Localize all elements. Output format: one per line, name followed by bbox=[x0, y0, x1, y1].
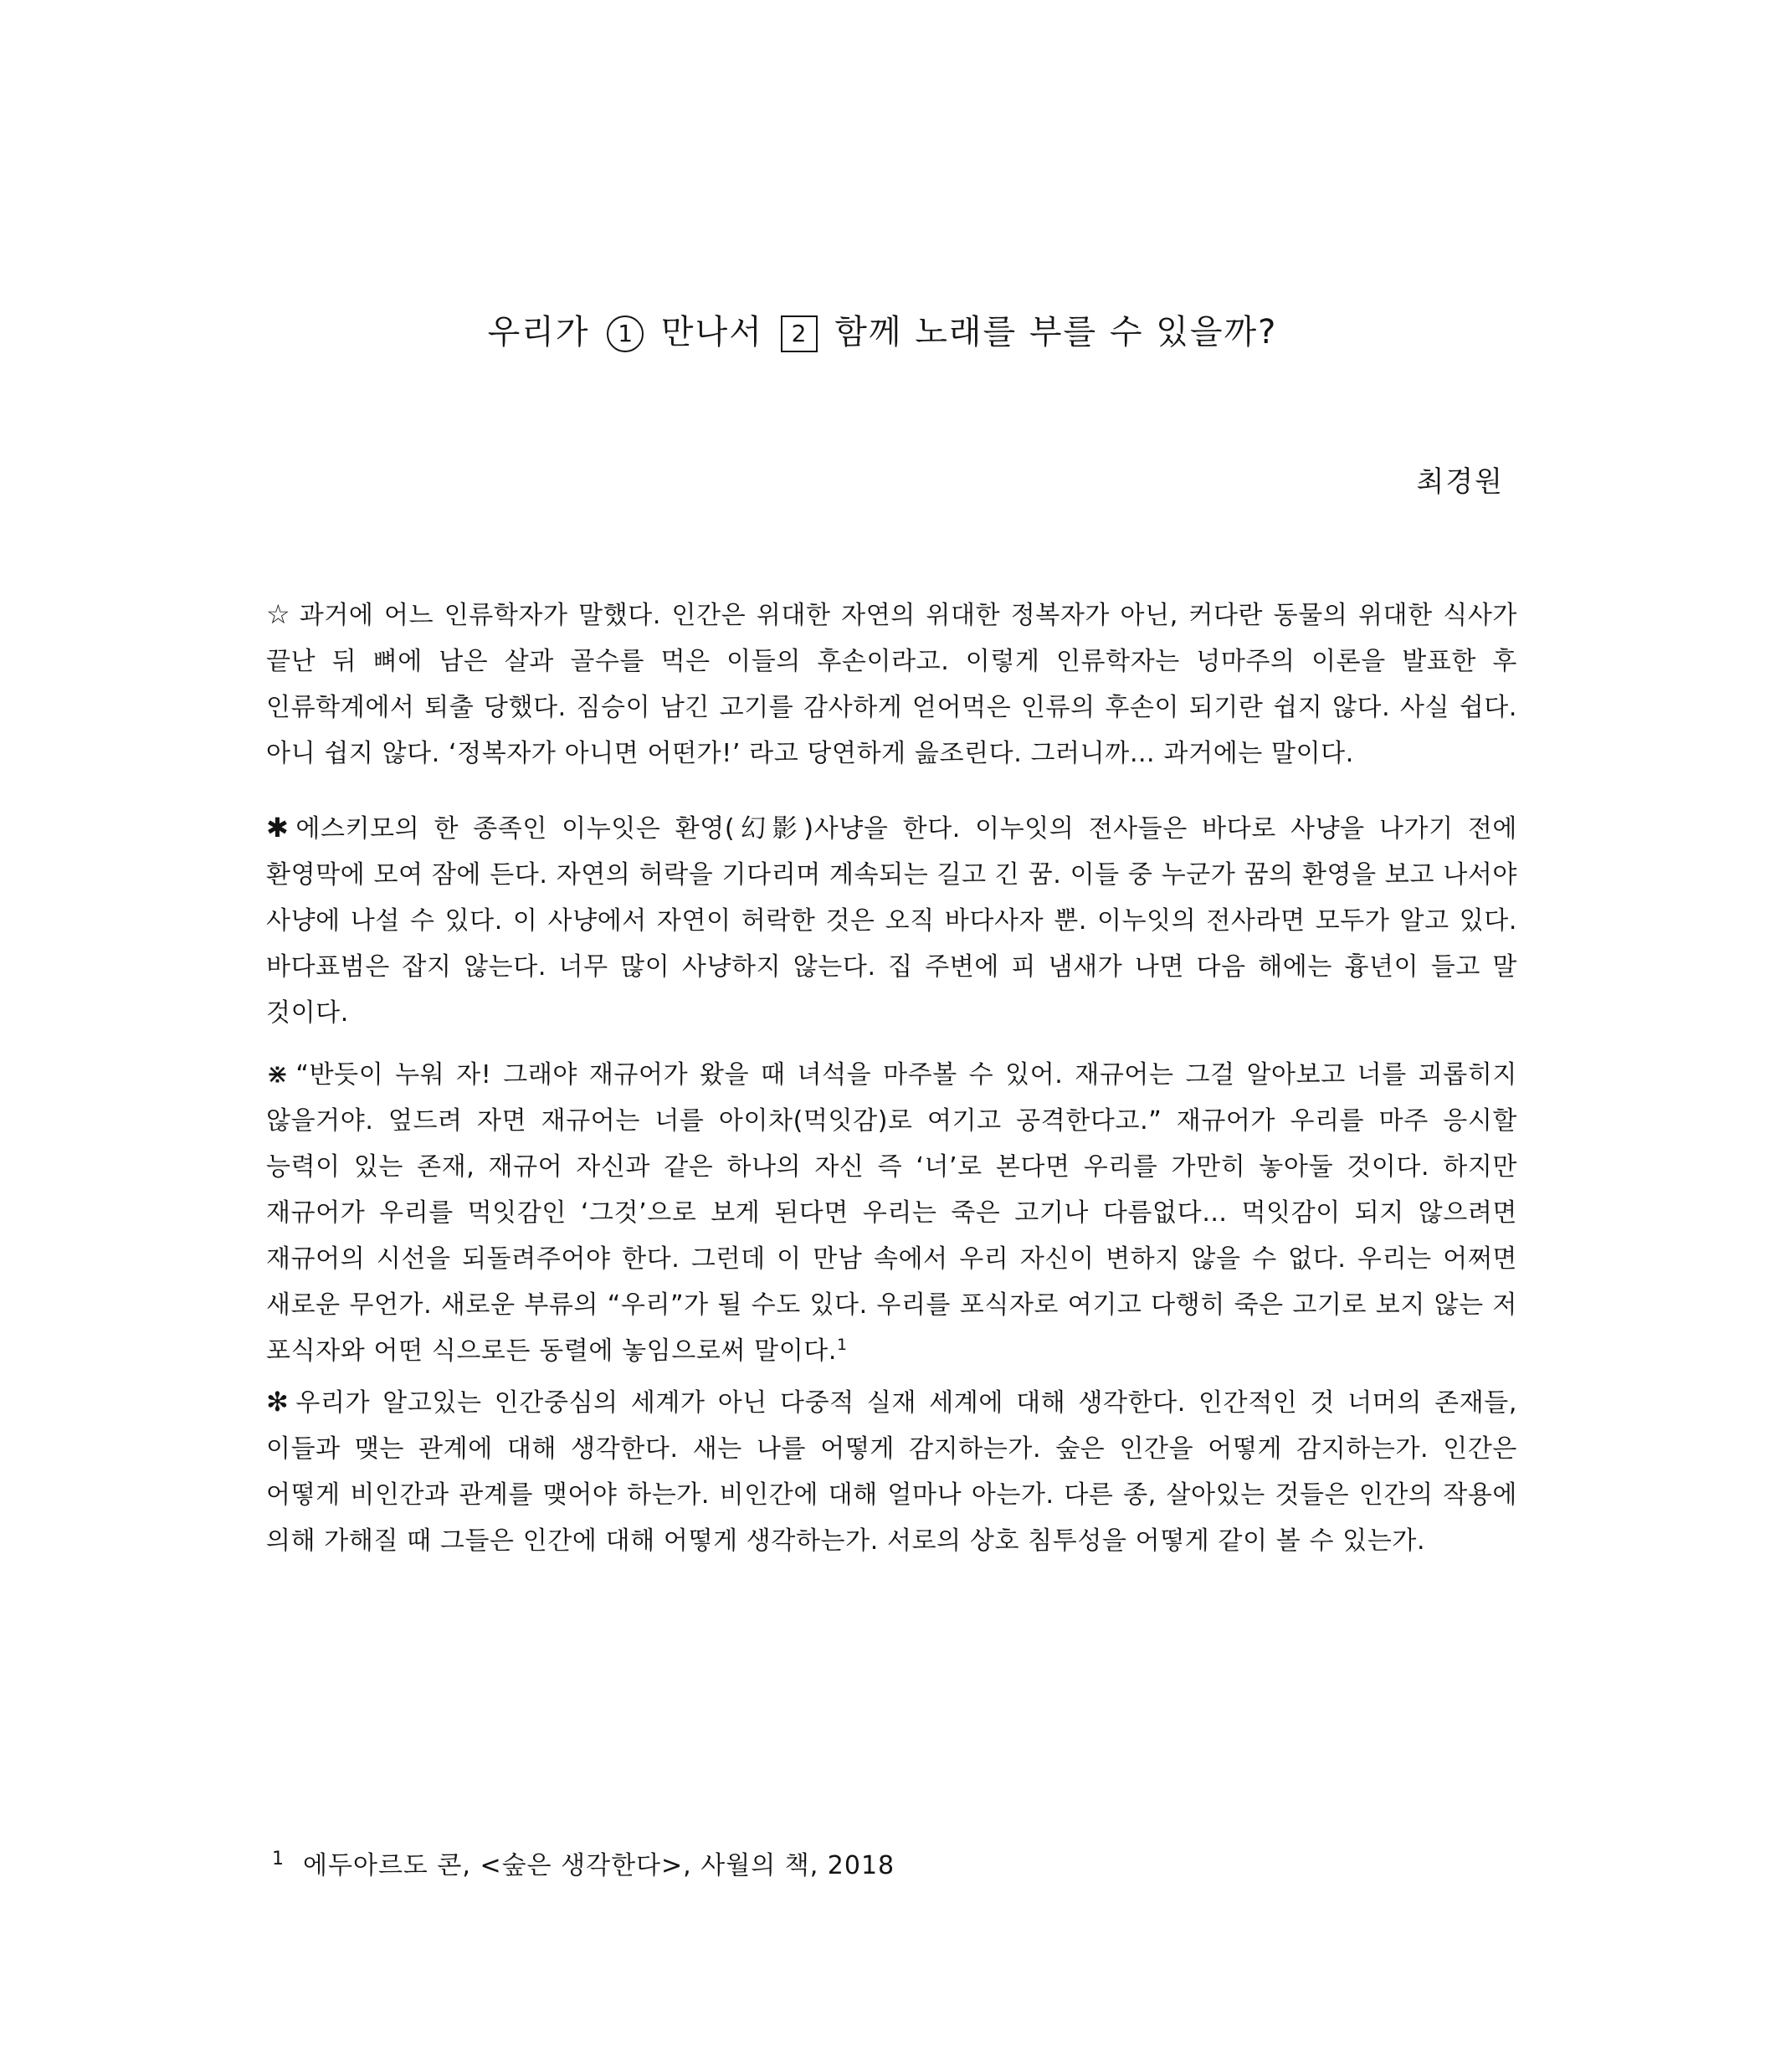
paragraph-3 bbox=[266, 1051, 1517, 1374]
title-part-3: 함께 노래를 부를 수 있을까? bbox=[834, 313, 1278, 351]
paragraph-2 bbox=[266, 805, 1517, 1036]
star-icon: ☆ bbox=[266, 598, 293, 630]
paragraph-text: “반듯이 누워 자! 그래야 재규어가 왔을 때 녀석을 마주볼 수 있어. 재규어는 그걸 알아보고 너를 괴롭히지 않을거야. 엎드려 자면 재규어는 너를 아이차(먹잇감)로 여기고 공격한다고.” 재규어가 우리를 마주 응시할 능력이 있는 존재, 재규어 자신과 같은 하나의 자신 즉 ‘너’로 본다면 우리를 가만히 놓아둘 것이다. 하지만 재규어가 우리를 먹잇감인 ‘그것’으로 보게 된다면 우리는 죽은 고기나 다름없다… 먹잇감이 되지 않으려면 재규어의 시선을 되돌려주어야 한다. 그런데 이 만남 속에서 우리 자신이 변하지 않을 수 없다. 우리는 어쩌면 새로운 무언가. 새로운 부류의 “우리”가 될 수도 있다. 우리를 포식자로 여기고 다행히 죽은 고기로 보지 않는 저 포식자와 어떤 식으로든 동렬에 놓임으로써 말이다. bbox=[266, 1060, 1517, 1366]
footnote bbox=[272, 1844, 895, 1881]
title-part-1: 우리가 bbox=[487, 313, 590, 351]
circled-number-marker: 1 bbox=[607, 315, 644, 352]
footnote-reference[interactable]: 1 bbox=[837, 1336, 848, 1354]
footnote-text: 에두아르도 콘, <숲은 생각한다>, 사월의 책, 2018 bbox=[303, 1851, 895, 1880]
footnote-number: 1 bbox=[272, 1849, 285, 1869]
author-name: 최경원 bbox=[1416, 465, 1504, 499]
page-title bbox=[0, 305, 1765, 353]
title-part-2: 만나서 bbox=[660, 313, 763, 351]
paragraph-text: 에스키모의 한 종족인 이누잇은 환영(幻影)사냥을 한다. 이누잇의 전사들은 바다로 사냥을 나가기 전에 환영막에 모여 잠에 든다. 자연의 허락을 기다리며 계속되는 길고 긴 꿈. 이들 중 누군가 꿈의 환영을 보고 나서야 사냥에 나설 수 있다. 이 사냥에서 자연이 허락한 것은 오직 바다사자 뿐. 이누잇의 전사라면 모두가 알고 있다. 바다표범은 잡지 않는다. 너무 많이 사냥하지 않는다. 집 주변에 피 냄새가 나면 다음 해에는 흉년이 들고 말 것이다. bbox=[266, 814, 1517, 1028]
double-asterisk-icon: ⋇ bbox=[266, 1058, 290, 1090]
paragraph-text: 과거에 어느 인류학자가 말했다. 인간은 위대한 자연의 위대한 정복자가 아닌, 커다란 동물의 위대한 식사가 끝난 뒤 뼈에 남은 살과 골수를 먹은 이들의 후손이라고. 이렇게 인류학자는 넝마주의 이론을 발표한 후 인류학계에서 퇴출 당했다. 짐승이 남긴 고기를 감사하게 얻어먹은 인류의 후손이 되기란 쉽지 않다. 사실 쉽다. 아니 쉽지 않다. ‘정복자가 아니면 어떤가!’ 라고 당연하게 읊조린다. 그러니까… 과거에는 말이다. bbox=[266, 601, 1517, 768]
asterisk-icon: ✻ bbox=[266, 1386, 290, 1418]
paragraph-1 bbox=[266, 592, 1517, 777]
asterisk-icon: ✱ bbox=[266, 812, 290, 844]
boxed-number-marker: 2 bbox=[781, 315, 818, 352]
paragraph-text: 우리가 알고있는 인간중심의 세계가 아닌 다중적 실재 세계에 대해 생각한다. 인간적인 것 너머의 존재들, 이들과 맺는 관계에 대해 생각한다. 새는 나를 어떻게 감지하는가. 숲은 인간을 어떻게 감지하는가. 인간은 어떻게 비인간과 관계를 맺어야 하는가. 비인간에 대해 얼마나 아는가. 다른 종, 살아있는 것들은 인간의 작용에 의해 가해질 때 그들은 인간에 대해 어떻게 생각하는가. 서로의 상호 침투성을 어떻게 같이 볼 수 있는가. bbox=[266, 1388, 1517, 1556]
paragraph-4 bbox=[266, 1379, 1517, 1564]
